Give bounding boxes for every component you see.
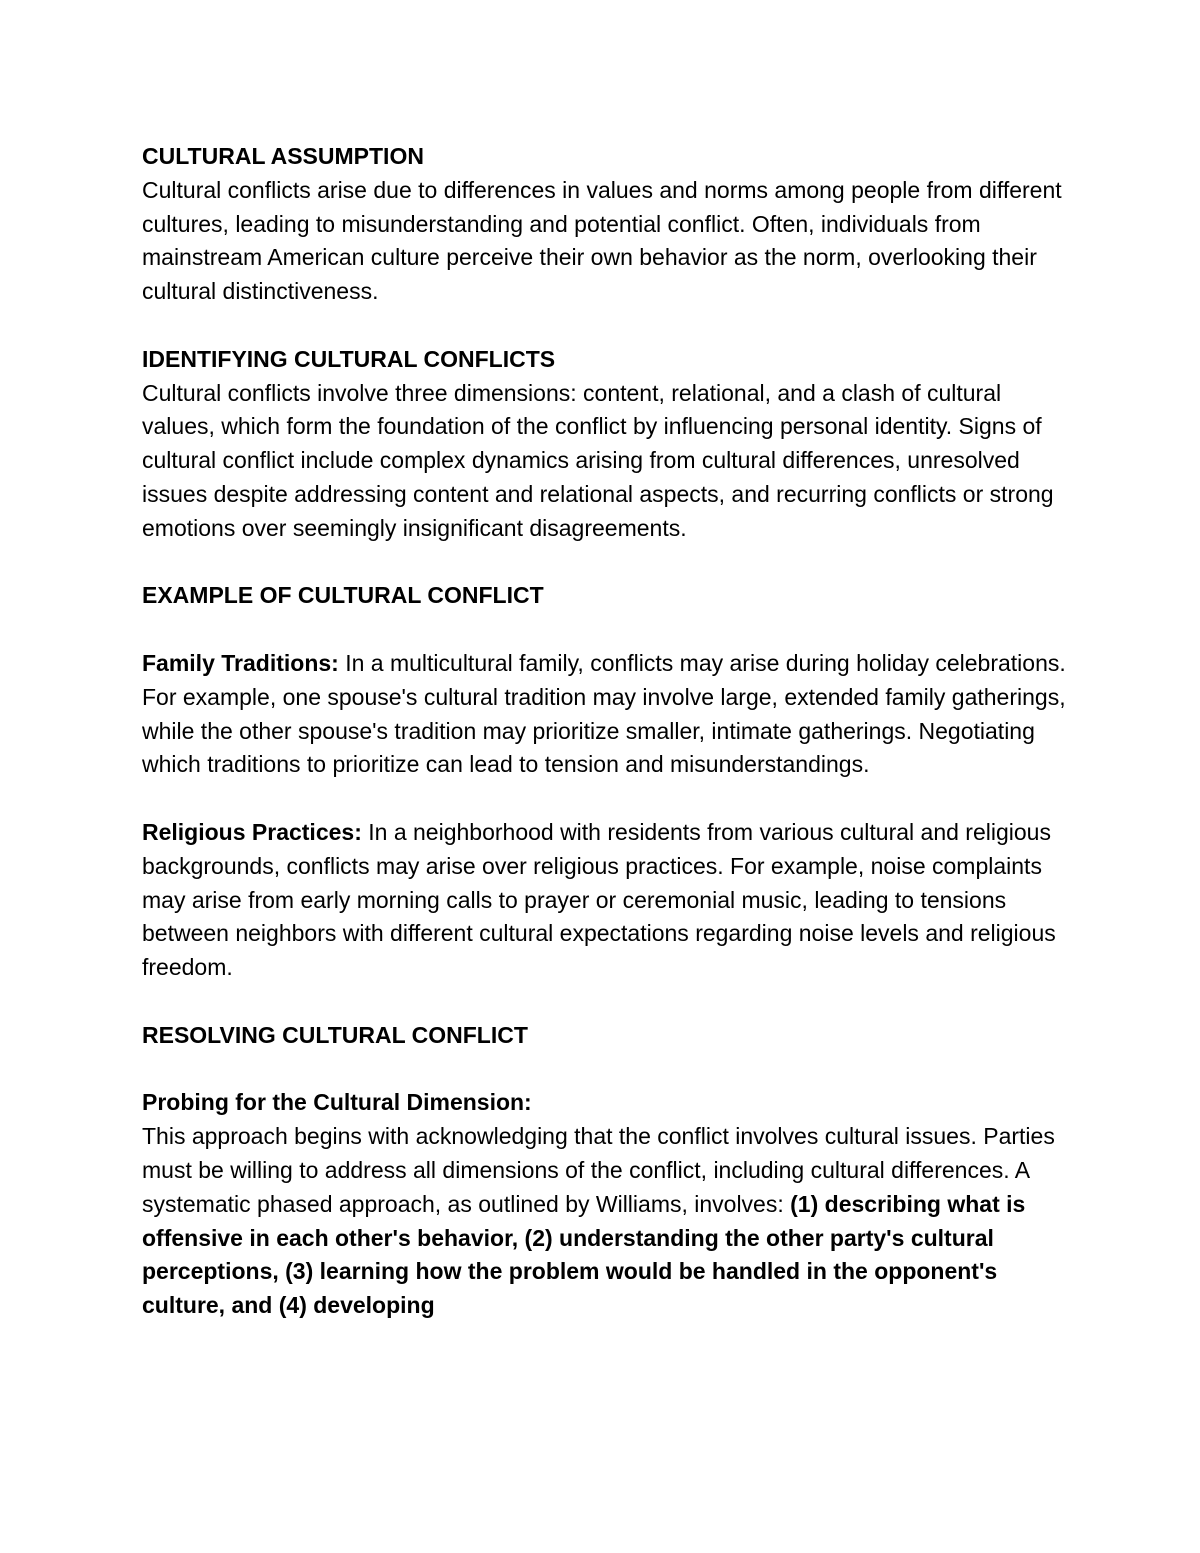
- paragraph-probing-cultural-dimension: [142, 1120, 1072, 1323]
- spacer: [142, 546, 1072, 580]
- spacer: [142, 985, 1072, 1019]
- document-content: [142, 140, 1072, 1323]
- heading-identifying-cultural-conflicts: IDENTIFYING CULTURAL CONFLICTS: [142, 345, 556, 372]
- text-probing-cultural-dimension: This approach begins with acknowledging that the conflict involves cultural issues. Parties must be willing to address all dimensions of the conflict, including cultural differences. A systematic phased approach, as outlined by Williams, involves:: [142, 1123, 1055, 1217]
- label-probing-cultural-dimension: Probing for the Cultural Dimension:: [142, 1089, 532, 1116]
- section-example-cultural-conflict: [142, 579, 1072, 985]
- text-family-traditions: In a multicultural family, conflicts may arise during holiday celebrations. For example, one spouse's cultural tradition may involve large, extended family gatherings, while the other spouse's tradition may prioritize smaller, intimate gatherings. Negotiating which traditions to prioritize can lead to tension and misunderstandings.: [142, 649, 1066, 778]
- paragraph-family-traditions: [142, 647, 1072, 782]
- heading-cultural-assumption: CULTURAL ASSUMPTION: [142, 143, 424, 169]
- text-probing-steps: (1) describing what is offensive in each other's behavior, (2) understanding the other party's cultural perceptions, (3) learning how the problem would be handled in the opponent's culture, and (4) developing: [142, 1190, 1026, 1319]
- paragraph-identifying-cultural-conflicts: Cultural conflicts involve three dimensions: content, relational, and a clash of cultural values, which form the foundation of the conflict by influencing personal identity. Signs of cultural conflict include complex dynamics arising from cultural differences, unresolved issues despite addressing content and relational aspects, and recurring conflicts or strong emotions over seemingly insignificant disagreements.: [142, 379, 1054, 541]
- heading-resolving-cultural-conflict: RESOLVING CULTURAL CONFLICT: [142, 1021, 528, 1048]
- section-cultural-assumption: [142, 140, 1072, 309]
- spacer: [142, 1053, 1072, 1087]
- label-family-traditions: Family Traditions:: [142, 649, 339, 676]
- heading-example-cultural-conflict: EXAMPLE OF CULTURAL CONFLICT: [142, 582, 544, 609]
- section-identifying-cultural-conflicts: [142, 343, 1072, 546]
- spacer: [142, 782, 1072, 816]
- spacer: [142, 309, 1072, 343]
- label-religious-practices: Religious Practices:: [142, 818, 362, 845]
- spacer: [142, 613, 1072, 647]
- section-resolving-cultural-conflict: [142, 1019, 1072, 1323]
- paragraph-cultural-assumption: Cultural conflicts arise due to differences in values and norms among people from different cultures, leading to misunderstanding and potential conflict. Often, individuals from mainstream American culture perceive their own behavior as the norm, overlooking their cultural distinctiveness.: [142, 176, 1062, 305]
- text-religious-practices: In a neighborhood with residents from various cultural and religious backgrounds, conflicts may arise over religious practices. For example, noise complaints may arise from early morning calls to prayer or ceremonial music, leading to tensions between neighbors with different cultural expectations regarding noise levels and religious freedom.: [142, 818, 1056, 981]
- paragraph-religious-practices: [142, 816, 1072, 985]
